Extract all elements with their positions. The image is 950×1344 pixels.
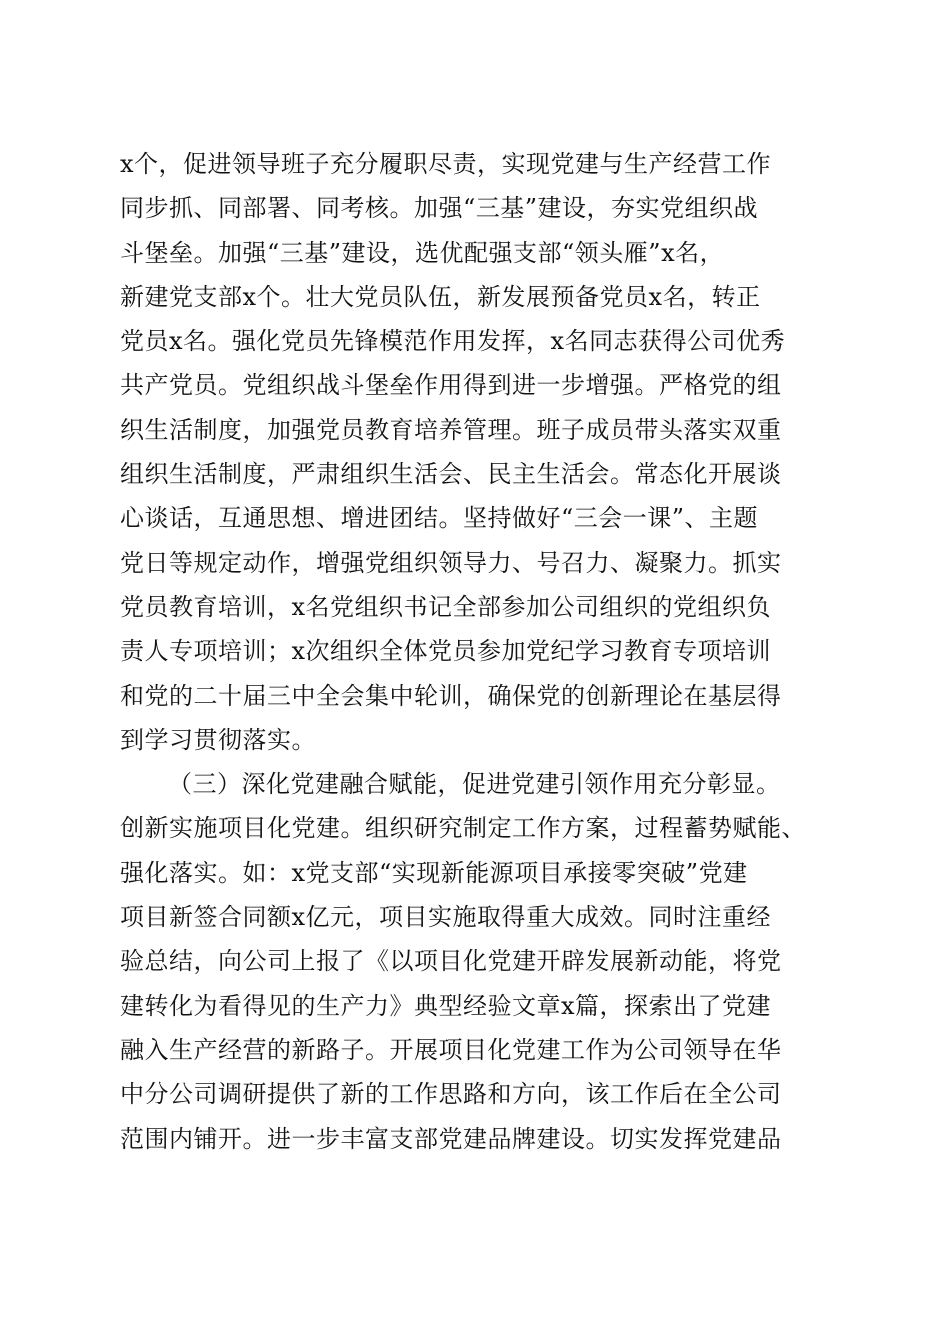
text-line: 验总结，向公司上报了《以项目化党建开辟发展新动能，将党 [120, 947, 782, 976]
text-line: 共产党员。党组织战斗堡垒作用得到进一步增强。严格党的组 [120, 371, 782, 400]
text-line: 到学习贯彻落实。 [120, 725, 316, 754]
text-line: 范围内铺开。进一步丰富支部党建品牌建设。切实发挥党建品 [120, 1124, 782, 1153]
text-line: 新建党支部x个。壮大党员队伍，新发展预备党员x名，转正 [120, 282, 761, 311]
text-line: 同步抓、同部署、同考核。加强“三基”建设，夯实党组织战 [120, 194, 759, 223]
text-line: 党日等规定动作，增强党组织领导力、号召力、凝聚力。抓实 [120, 548, 782, 577]
text-line: 斗堡垒。加强“三基”建设，选优配强支部“领头雁”x名， [120, 238, 725, 267]
text-line: 责人专项培训；x次组织全体党员参加党纪学习教育专项培训 [120, 637, 772, 666]
text-line: 党员x名。强化党员先锋模范作用发挥，x名同志获得公司优秀 [120, 327, 786, 356]
text-line: 和党的二十届三中全会集中轮训，确保党的创新理论在基层得 [120, 681, 782, 710]
section-heading-line: （三）深化党建融合赋能，促进党建引领作用充分彰显。 [168, 770, 781, 799]
text-line: 建转化为看得见的生产力》典型经验文章x篇，探索出了党建 [120, 991, 772, 1020]
text-line: 强化落实。如：x党支部“实现新能源项目承接零突破”党建 [120, 858, 748, 887]
text-line: 中分公司调研提供了新的工作思路和方向，该工作后在全公司 [120, 1080, 782, 1109]
body-text [120, 142, 840, 1161]
text-line: 党员教育培训，x名党组织书记全部参加公司组织的党组织负 [120, 592, 772, 621]
text-line: 创新实施项目化党建。组织研究制定工作方案，过程蓄势赋能、 [120, 814, 806, 843]
text-line: 项目新签合同额x亿元，项目实施取得重大成效。同时注重经 [120, 903, 772, 932]
text-line: 心谈话，互通思想、增进团结。坚持做好“三会一课”、主题 [120, 504, 759, 533]
text-line: 组织生活制度，严肃组织生活会、民主生活会。常态化开展谈 [120, 460, 782, 489]
text-line: 融入生产经营的新路子。开展项目化党建工作为公司领导在华 [120, 1035, 782, 1064]
text-line: x个，促进领导班子充分履职尽责，实现党建与生产经营工作 [120, 150, 772, 178]
text-line: 织生活制度，加强党员教育培养管理。班子成员带头落实双重 [120, 415, 782, 444]
